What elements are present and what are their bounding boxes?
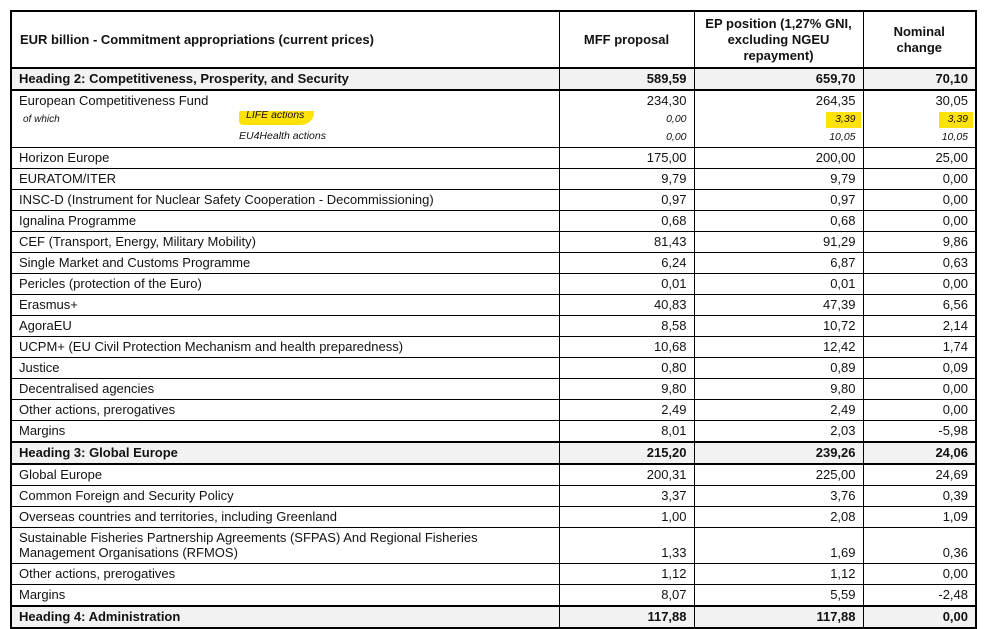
value-cell: 264,35 <box>694 90 863 111</box>
value-cell: 8,07 <box>559 585 694 607</box>
value-cell: 234,30 <box>559 90 694 111</box>
header-cell-nominal-change: Nominal change <box>863 11 976 68</box>
value-cell: 3,37 <box>559 486 694 507</box>
highlighted-value: 3,39 <box>939 112 973 128</box>
value-cell: 175,00 <box>559 148 694 169</box>
value-cell: 1,74 <box>863 337 976 358</box>
heading-row <box>11 68 976 90</box>
header-cell-mff-proposal: MFF proposal <box>559 11 694 68</box>
value-cell: 10,72 <box>694 316 863 337</box>
value-cell: 8,01 <box>559 421 694 443</box>
value-cell: 2,49 <box>694 400 863 421</box>
value-cell: 1,12 <box>559 564 694 585</box>
table-body <box>11 68 976 628</box>
table-row <box>11 358 976 379</box>
table-row <box>11 421 976 443</box>
row-label: Global Europe <box>11 464 559 486</box>
value-cell: 1,09 <box>863 507 976 528</box>
value-cell: 1,33 <box>559 528 694 564</box>
table-row <box>11 464 976 486</box>
value-cell: 5,59 <box>694 585 863 607</box>
row-label: Heading 2: Competitiveness, Prosperity, and Security <box>11 68 559 90</box>
value-cell: 1,00 <box>559 507 694 528</box>
row-label: Margins <box>11 421 559 443</box>
value-cell: 200,00 <box>694 148 863 169</box>
value-cell: 239,26 <box>694 442 863 464</box>
row-label: Decentralised agencies <box>11 379 559 400</box>
value-cell: 0,00 <box>559 111 694 129</box>
value-cell: 0,01 <box>694 274 863 295</box>
value-cell: 0,00 <box>863 379 976 400</box>
value-cell: 200,31 <box>559 464 694 486</box>
value-cell: 8,58 <box>559 316 694 337</box>
header-cell-ep-position: EP position (1,27% GNI, excluding NGEU repayment) <box>694 11 863 68</box>
table-row <box>11 528 976 564</box>
value-cell: 12,42 <box>694 337 863 358</box>
value-cell: -2,48 <box>863 585 976 607</box>
table-row <box>11 232 976 253</box>
row-label: Other actions, prerogatives <box>11 400 559 421</box>
value-cell: 215,20 <box>559 442 694 464</box>
value-cell: 2,49 <box>559 400 694 421</box>
row-label: AgoraEU <box>11 316 559 337</box>
value-cell: 0,00 <box>863 190 976 211</box>
sublabel: EU4Health actions <box>239 130 326 142</box>
value-cell: 0,39 <box>863 486 976 507</box>
value-cell: 225,00 <box>694 464 863 486</box>
value-cell: 2,14 <box>863 316 976 337</box>
header-cell-eur-billion: EUR billion - Commitment appropriations (current prices) <box>11 11 559 68</box>
row-label: Erasmus+ <box>11 295 559 316</box>
value-cell: 0,97 <box>694 190 863 211</box>
highlighted-value: 3,39 <box>826 112 860 128</box>
row-label: Heading 3: Global Europe <box>11 442 559 464</box>
value-cell: 0,00 <box>559 129 694 148</box>
row-label: Common Foreign and Security Policy <box>11 486 559 507</box>
value-cell: 1,69 <box>694 528 863 564</box>
value-cell: 0,63 <box>863 253 976 274</box>
row-label: UCPM+ (EU Civil Protection Mechanism and health preparedness) <box>11 337 559 358</box>
value-cell: 9,80 <box>694 379 863 400</box>
row-label <box>11 111 559 129</box>
value-cell: 0,80 <box>559 358 694 379</box>
value-cell: 24,69 <box>863 464 976 486</box>
value-cell <box>694 111 863 129</box>
table-row <box>11 337 976 358</box>
value-cell: 0,00 <box>863 606 976 628</box>
value-cell: 2,03 <box>694 421 863 443</box>
table-row <box>11 507 976 528</box>
value-cell <box>863 111 976 129</box>
value-cell: 0,01 <box>559 274 694 295</box>
table-row <box>11 295 976 316</box>
row-label: Sustainable Fisheries Partnership Agreements (SFPAS) And Regional Fisheries Management Organisations (RFMOS) <box>11 528 559 564</box>
heading-row <box>11 442 976 464</box>
value-cell: 0,00 <box>863 211 976 232</box>
row-label: Other actions, prerogatives <box>11 564 559 585</box>
table-row <box>11 486 976 507</box>
value-cell: 3,76 <box>694 486 863 507</box>
value-cell: 6,24 <box>559 253 694 274</box>
value-cell: 0,97 <box>559 190 694 211</box>
value-cell: -5,98 <box>863 421 976 443</box>
value-cell: 659,70 <box>694 68 863 90</box>
value-cell: 9,86 <box>863 232 976 253</box>
table-row <box>11 90 976 111</box>
table-row <box>11 379 976 400</box>
value-cell: 25,00 <box>863 148 976 169</box>
table-row <box>11 585 976 607</box>
subrow-prefix: of which <box>23 114 60 125</box>
value-cell: 91,29 <box>694 232 863 253</box>
value-cell: 24,06 <box>863 442 976 464</box>
header-row <box>11 11 976 68</box>
value-cell: 81,43 <box>559 232 694 253</box>
value-cell: 589,59 <box>559 68 694 90</box>
value-cell: 117,88 <box>694 606 863 628</box>
row-label: European Competitiveness Fund <box>11 90 559 111</box>
value-cell: 6,87 <box>694 253 863 274</box>
row-label: Horizon Europe <box>11 148 559 169</box>
value-cell: 9,79 <box>559 169 694 190</box>
value-cell: 0,00 <box>863 400 976 421</box>
value-cell: 10,05 <box>863 129 976 148</box>
value-cell: 1,12 <box>694 564 863 585</box>
value-cell: 70,10 <box>863 68 976 90</box>
value-cell: 0,00 <box>863 564 976 585</box>
row-label: INSC-D (Instrument for Nuclear Safety Cooperation - Decommissioning) <box>11 190 559 211</box>
row-label: Margins <box>11 585 559 607</box>
table-row <box>11 211 976 232</box>
row-label: Overseas countries and territories, including Greenland <box>11 507 559 528</box>
value-cell: 2,08 <box>694 507 863 528</box>
row-label: Single Market and Customs Programme <box>11 253 559 274</box>
row-label: Heading 4: Administration <box>11 606 559 628</box>
value-cell: 40,83 <box>559 295 694 316</box>
row-label: CEF (Transport, Energy, Military Mobility) <box>11 232 559 253</box>
value-cell: 30,05 <box>863 90 976 111</box>
value-cell: 0,89 <box>694 358 863 379</box>
subrow <box>11 129 976 148</box>
subrow-prefix <box>19 132 23 143</box>
table-row <box>11 190 976 211</box>
value-cell: 9,80 <box>559 379 694 400</box>
value-cell: 117,88 <box>559 606 694 628</box>
row-label: Pericles (protection of the Euro) <box>11 274 559 295</box>
value-cell: 0,09 <box>863 358 976 379</box>
budget-table <box>10 10 977 629</box>
table-row <box>11 400 976 421</box>
table-row <box>11 564 976 585</box>
value-cell: 6,56 <box>863 295 976 316</box>
value-cell: 47,39 <box>694 295 863 316</box>
row-label: Justice <box>11 358 559 379</box>
budget-table-container <box>10 10 975 629</box>
value-cell: 10,68 <box>559 337 694 358</box>
table-row <box>11 169 976 190</box>
heading-row <box>11 606 976 628</box>
highlighted-sublabel: LIFE actions <box>239 111 314 125</box>
row-label: Ignalina Programme <box>11 211 559 232</box>
value-cell: 0,68 <box>559 211 694 232</box>
table-row <box>11 274 976 295</box>
table-row <box>11 316 976 337</box>
table-row <box>11 253 976 274</box>
table-row <box>11 148 976 169</box>
value-cell: 0,00 <box>863 169 976 190</box>
subrow <box>11 111 976 129</box>
value-cell: 0,00 <box>863 274 976 295</box>
value-cell: 10,05 <box>694 129 863 148</box>
value-cell: 9,79 <box>694 169 863 190</box>
value-cell: 0,68 <box>694 211 863 232</box>
value-cell: 0,36 <box>863 528 976 564</box>
row-label <box>11 129 559 148</box>
row-label: EURATOM/ITER <box>11 169 559 190</box>
